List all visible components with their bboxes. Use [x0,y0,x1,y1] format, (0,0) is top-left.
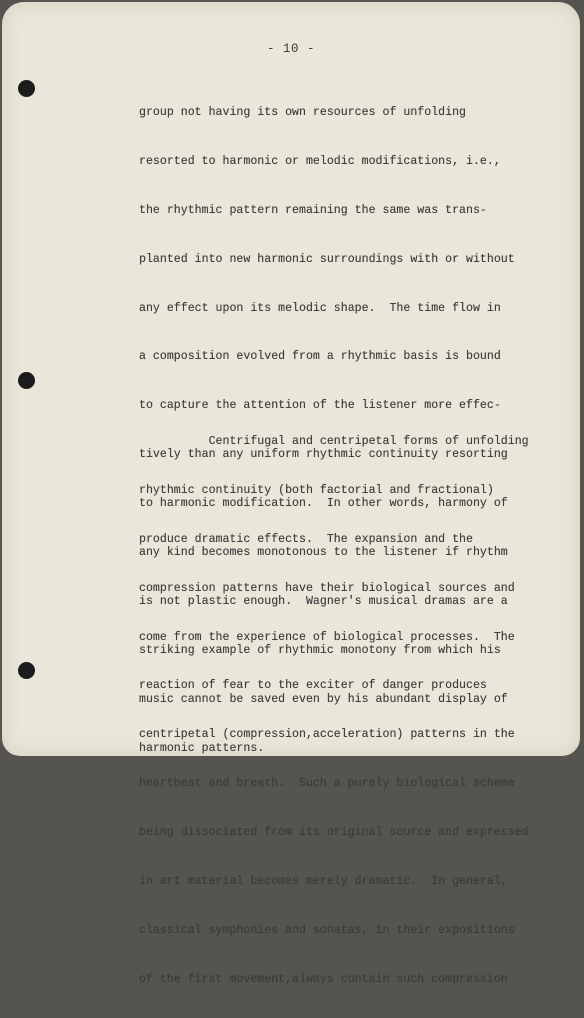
text-line: the rhythmic pattern remaining the same was trans- [139,203,487,217]
text-line: any kind becomes monotonous to the listener if rhythm [139,546,508,560]
text-line: planted into new harmonic surroundings with or without [139,252,515,266]
text-line: compression patterns have their biological sources and [139,581,515,595]
text-line: to capture the attention of the listener more effec- [139,399,501,413]
text-line: centripetal (compression,acceleration) patterns in the [139,728,515,742]
text-line: striking example of rhythmic monotony from which his [139,643,501,657]
text-line: to harmonic modification. In other words, harmony of [139,497,508,511]
text-line: a composition evolved from a rhythmic basis is bound [139,350,501,364]
text-line: resorted to harmonic or melodic modifications, i.e., [139,154,501,168]
text-line: being dissociated from its original source and expressed [139,826,529,840]
text-line: heartbeat and breath. Such a purely biological scheme [139,777,515,791]
text-line: is not plastic enough. Wagner's musical dramas are a [139,594,508,608]
text-line: group not having its own resources of unfolding [139,106,466,119]
text-line: come from the experience of biological processes. The [139,630,515,644]
binder-hole-top [18,80,35,97]
text-line: produce dramatic effects. The expansion and the [139,532,473,546]
text-line: classical symphonies and sonatas, in their expositions [139,923,515,937]
text-line: Centrifugal and centripetal forms of unfolding [139,435,529,448]
text-line: harmonic patterns. [139,741,265,755]
text-line: music cannot be saved even by his abundant display of [139,692,508,706]
page-number: - 10 - [266,42,315,56]
binder-hole-bottom [18,662,35,679]
text-line: of the first movement,always contain such compression [139,972,508,986]
text-line: reaction of fear to the exciter of danger produces [139,679,487,693]
paragraph-2 [139,405,539,1018]
text-line: in art material becomes merely dramatic. In general, [139,875,508,889]
text-line: any effect upon its melodic shape. The time flow in [139,301,501,315]
text-line: tively than any uniform rhythmic continuity resorting [139,448,508,462]
binder-hole-middle [18,372,35,389]
typewritten-page [2,2,580,986]
text-line: rhythmic continuity (both factorial and fractional) [139,483,494,497]
